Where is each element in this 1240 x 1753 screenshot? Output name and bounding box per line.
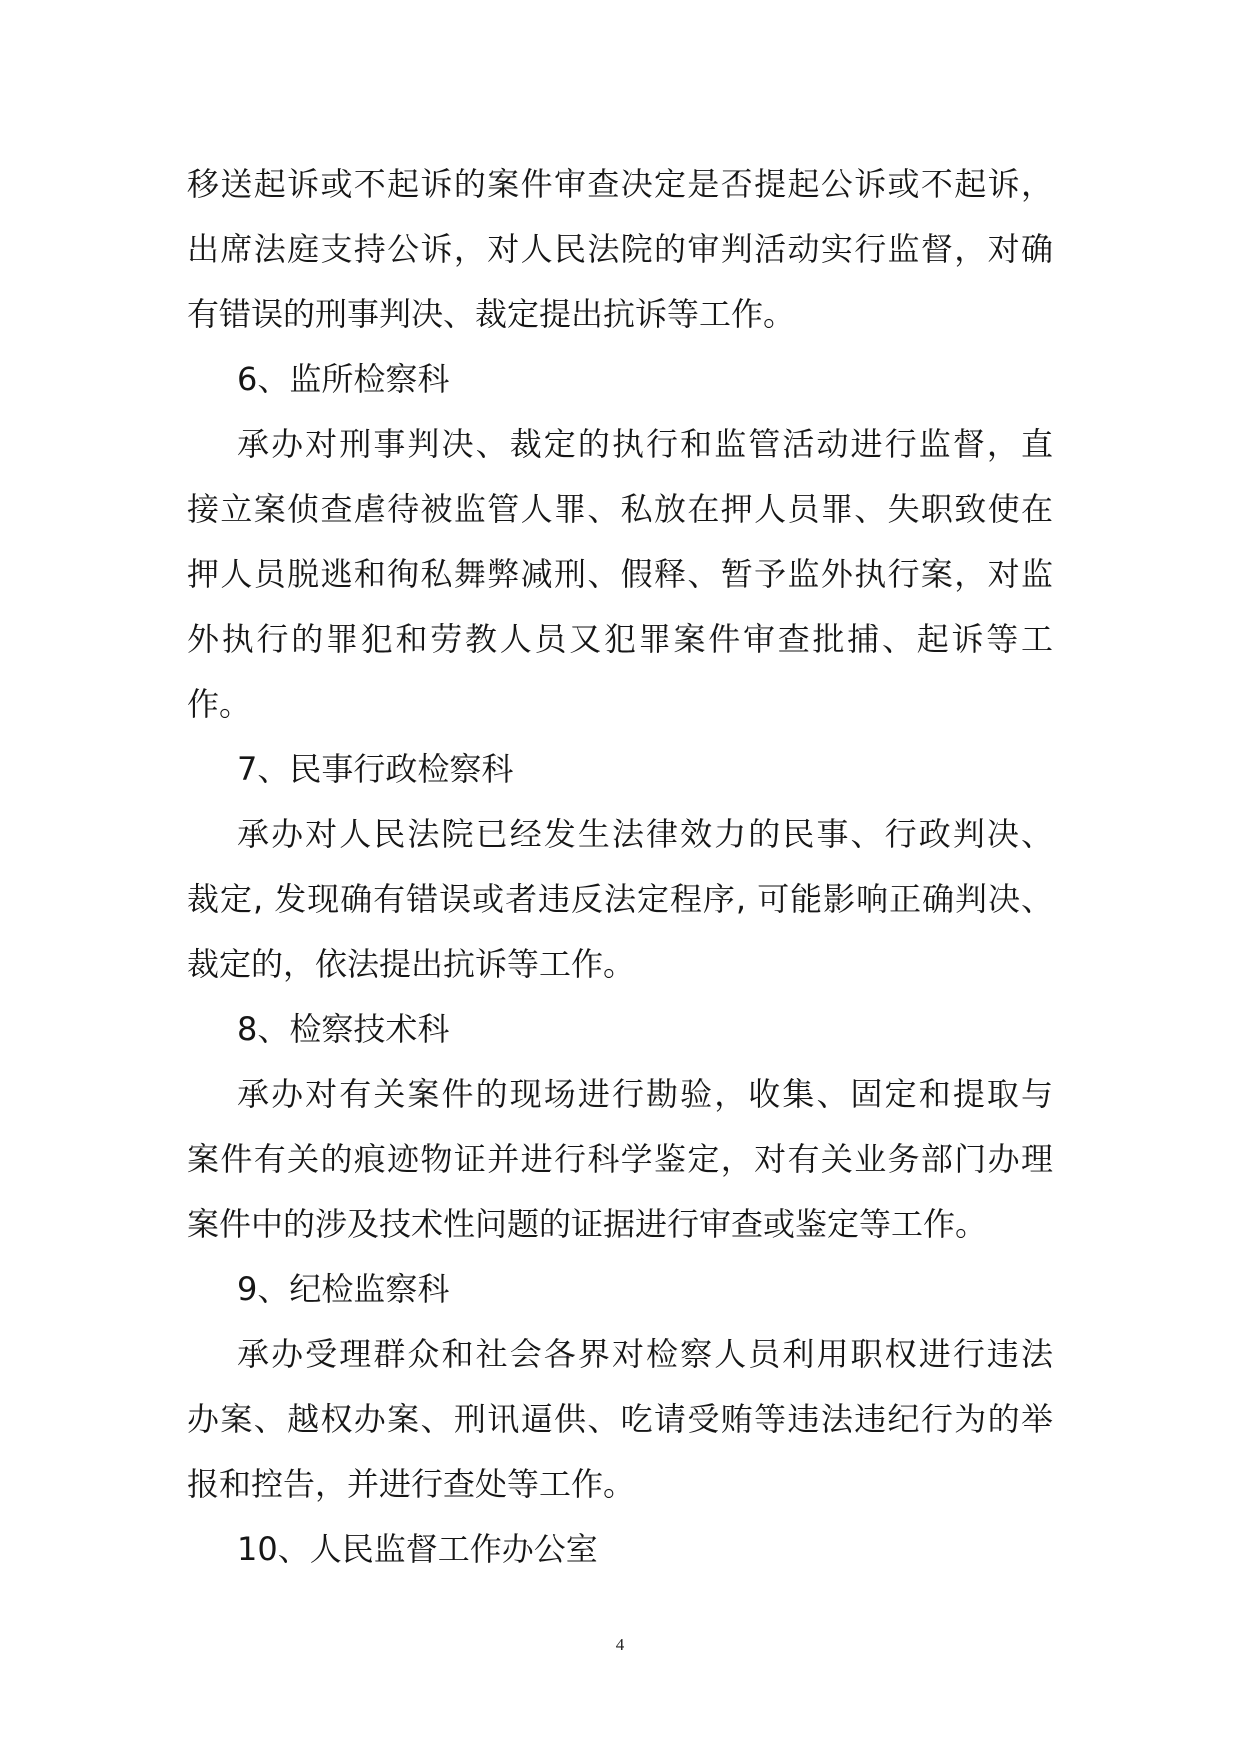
page-number: 4 xyxy=(615,1635,625,1654)
body-text-line: 案件有关的痕迹物证并进行科学鉴定，对有关业务部门办理 xyxy=(187,1140,1053,1178)
body-text-line: 报和控告，并进行查处等工作。 xyxy=(187,1465,636,1503)
section-10 xyxy=(187,1517,1053,1582)
section-8 xyxy=(187,997,1053,1257)
section-heading: 8、检察技术科 xyxy=(237,1010,450,1048)
body-text-line: 出席法庭支持公诉，对人民法院的审判活动实行监督，对确 xyxy=(187,230,1053,268)
body-text-line: 承办对刑事判决、裁定的执行和监管活动进行监督，直 xyxy=(237,425,1053,463)
body-text-line: 裁定的，依法提出抗诉等工作。 xyxy=(187,945,636,983)
body-text-line: 接立案侦查虐待被监管人罪、私放在押人员罪、失职致使在 xyxy=(187,490,1053,528)
section-heading: 10、人民监督工作办公室 xyxy=(237,1530,598,1568)
section-heading: 6、监所检察科 xyxy=(237,360,450,398)
body-text-line: 办案、越权办案、刑讯逼供、吃请受贿等违法违纪行为的举 xyxy=(187,1400,1053,1438)
document-body xyxy=(187,152,1053,1582)
section-6 xyxy=(187,347,1053,737)
section-7 xyxy=(187,737,1053,997)
continued-paragraph xyxy=(187,152,1053,347)
body-text-line: 押人员脱逃和徇私舞弊减刑、假释、暂予监外执行案，对监 xyxy=(187,555,1053,593)
body-text-line: 承办受理群众和社会各界对检察人员利用职权进行违法 xyxy=(237,1335,1053,1373)
body-text-line: 外执行的罪犯和劳教人员又犯罪案件审查批捕、起诉等工 xyxy=(187,620,1053,658)
body-text-line: 裁定, 发现确有错误或者违反法定程序, 可能影响正确判决、 xyxy=(187,880,1053,918)
body-text-line: 案件中的涉及技术性问题的证据进行审查或鉴定等工作。 xyxy=(187,1205,988,1243)
section-heading: 9、纪检监察科 xyxy=(237,1270,450,1308)
section-heading: 7、民事行政检察科 xyxy=(237,750,514,788)
body-text-line: 作。 xyxy=(187,685,252,723)
body-text-line: 承办对有关案件的现场进行勘验，收集、固定和提取与 xyxy=(237,1075,1053,1113)
section-9 xyxy=(187,1257,1053,1517)
body-text-line: 移送起诉或不起诉的案件审查决定是否提起公诉或不起诉， xyxy=(187,165,1053,203)
body-text-line: 有错误的刑事判决、裁定提出抗诉等工作。 xyxy=(187,295,796,333)
body-text-line: 承办对人民法院已经发生法律效力的民事、行政判决、 xyxy=(237,815,1053,853)
